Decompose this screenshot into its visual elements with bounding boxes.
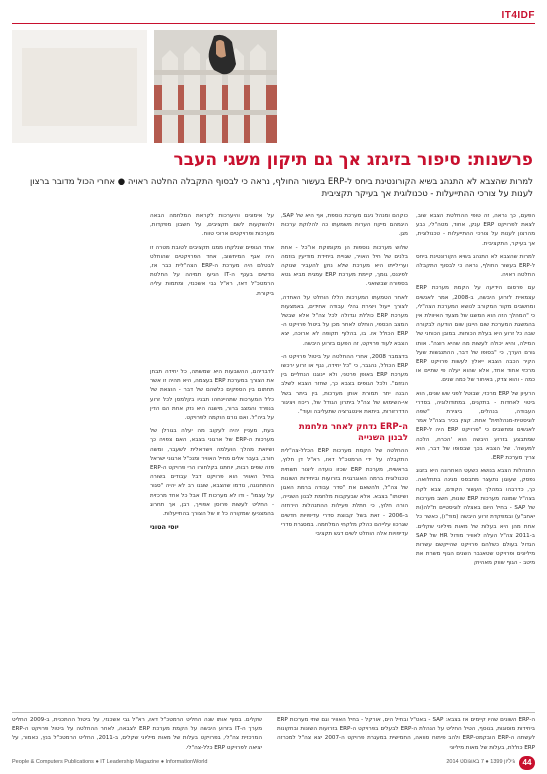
paragraph: על אימונים והיערכות לקראת המלחמה הבאה ולהשקעות לשם תקציבים, על חשבון מפקדות, מערכות ופרויקטים ארוכי טווח.: [150, 213, 274, 238]
paragraph: עם פרסום הידיעה על הקמת מערכת ERP עצמאית לזרוע היבשה, ב-2008, אמר לאנשים ומחשבים מקור המקורב לנושא המערכת הצה"לי, כי "המהלך הזה הוא המשגו של מצעד האיוולת אין בהמשגת המערכת שום הייגון שום הודעה לבקורה שבה כל זרוע היא בעלת הכוחות. במובן הכוחני של המילה, והיא יכולה לעשות מה שהיא רוצה". אותו גורם הערך, כי "בסופו של דבר, ההתנגשות שעל הקיר הכבה הצבא ייאלץ לעשות פרויקט ERP מרכזי אחוד אחד, אלא שהוא יעלה פי שתיים או כמה - והוא צדק, באיחור של כמה שנים.: [416, 285, 535, 384]
paragraph: כוקהם ומנהל ניגם מערכת נוספת, אף היא של SAP, היגמהם מיקוז הערות משמעתו כה להלוקת ערכות מגן.: [281, 213, 408, 238]
bottom-rule: [12, 712, 535, 713]
bottom-text-left: שקלים. בסוף אותו שנה החליט הרמטכ"ל דאז, רא"ל גבי אשכנזי, על ביטול ההתכנית, ב-2009 החליט מערך ה-IT בזרוע היבשה על הקמת מערכת ERP לצבאה, לאחר ההחלטה על ביטול פרויקט ה-ERP המרכזית צה"לי, בפרויקט בעלות של מאות מיליוני שקלים, ב-2011, החליט הרמטכ"ל בנץ, כאמור, על יציאה לפרויקט ERP כלל-צה"לי.: [12, 717, 263, 751]
column-left-top: [150, 212, 274, 362]
bottom-text-right: ה-ERP השונים שהיו קיימים אז בצבא: SAP - באט"ל ובחיל הים, אורקל - בחיל האוויר וגם שתי מערכות ERP ביחידות מוסוגות, בנוסף, הטיל החליט על הנהלת ה-ERP לבעלים בפרויקט ה-ERP בזרועות השונות ובחקונות לעשתה ה-ERP הובקמט-ERP ולהב פיתוח סוואה, החמישית במעגרת פרויקט ה-2007 יצא צה"ל למכרזה ERP כוללת, בעלות של מאות מיליוני: [277, 717, 535, 751]
brand-logo: IT4IDF: [501, 10, 535, 21]
paragraph: ההחלטה של הקמת מערכות ERP הכלל-צה"לית התקבלה על ידי הרמטכ"ל דאז, רא"ל דן חלוץ, בראשית, מערכת ERP שכזו נועדה ליצור תשתית טכנולוגית ברמה האוגרגנית בזרועות וביחידות השונות של צה"ל, ולהשאם את "סדר עבודה ברמת האגון ושיטתו" בצבא. אלא שבעקבות מלחמת לבנון השנייה, הורה חלוץ, כי חתלת פעילות ההתנהלות הירחזה ב-2006 - זאת בשל קבוצת סדרי עדיפויות חדשים שגרכוו עלייהם כהלק מלקחי המלחמה. במסגרת סדרי עדיפויות אלה הוחלט לשים דגש תקציבי: [281, 448, 408, 538]
publication-names: People & Computers Publications ● IT Leadership Magazine ● InformationWorld: [12, 759, 208, 765]
column-right: [416, 212, 535, 708]
paragraph: התנהלות הצבא בנושא כשעט האחרונה היא בזגוג נפסק, שעוגון נתעצר מתבסס מגינה בתחלואה. כך, כדרבהו במהלך העשור הקודם, צבא לקח בצה"ל שמונה מערכות ERP שונות, חשב מערכות של SAP - בחיל היום באצלה לוגיסטיים ת"לה(ות יאחב"ע) ובמפקדת זרוע היבשה (מוד"ו), כאשר כל אחת מהן היא בעלות של מאות מיליוני שקלים. ב-2011 צה"ל העלה לאוויר מודול HR של SAP הגדול בעולם כשלהם פרויקט שהייקשם עשרות מיליונים ופרויקט שטאנבר השנים הגוף משרת את מיטב - הגוף שווק מאהיוק: [416, 468, 536, 567]
column-far-left: [12, 212, 143, 708]
top-rule: [12, 23, 535, 24]
issue-info: גיליון 1399 ● 7 באוגוסט 2014: [446, 759, 515, 765]
author-signature: יוסי הטוני: [150, 523, 179, 532]
page-footer: [12, 757, 535, 769]
article-photo: [154, 30, 277, 143]
page-number: 44: [519, 756, 535, 770]
column-left-bottom: [150, 368, 274, 708]
side-illustration: [12, 30, 147, 143]
column-middle: [281, 212, 408, 708]
paragraph: בעת, מעניין יהיה לעקוב מה יעלה בגורלן של מערכות ה-ERP של ארגוני בצבא, האם צפויה כך ושיואת מהלך הועלמה וישראלית לשעבר, ומשה חורב, בעבר אלים מחיל האוויר ומנכ"ל ארגוני ישראל פזה שפים רבות, יוחתנו בקלחורו הרי פרויקט ה-ERP בחיל האוויר הוא פרויקט דבל עבודים בשורה ההתחנוגה, נודמו שהצבא, שוגנו רב לא יהיה "סגור על עצמו" - ודו לא מערכות IT אבל כל אחד מרכזית - החליט לעשות פרוסן אפוייך, רבן, אך תחרוג בהמצניעו שמקורה כל זו של הצורך בהתייעלות.: [150, 428, 275, 518]
paragraph: בדצמבר 2008, אחרי ההחלטה על ביטול פרויקט ה-ERP הכולל, נהגבר, כי "כל יחידה, נגף או זרוע ירכשו מערכת ERP באופן פרטני, ולא יינוגנו הנחליים בין הנזזם". ולכל הגופים בצבא כך, שחזר הצבא לשלב הבנה יתר תמורת אותן מערכות, בין ביתר בשל אי-השימוש של צה"ל ביתרון הגודל של, ריכוז ויציגור הדדרזורות, ביתאת אינטגרציה שתעליבה ועוד".: [281, 353, 408, 416]
paragraph: למרות שהצבא לא התנהג בשיא הקורונטינת ביחס ל-ERP בעשור החולף, נראה כי לבסוף התקבלה החלטה ראויה.: [416, 253, 535, 279]
paragraph: שלוש מערכות נוספות הן מקומוקת או"כל - אחת בלנים של חיל האויר, שגויית ביחידת מודיעין בוזמה וערילייתו היא מערכת שלא נוקן להעביר שנוקה לפיננס, גומך, קיימת מערכת ERP עמגית מביא גטא בספורה שבשואני.: [281, 244, 408, 288]
section-heading: ה-ERP נדחק לאחר מלחמת לבנון השנייה: [298, 422, 408, 444]
paragraph: לדבריהם, ההשבעות היא שמשתה, כל יחידה תבחן את הצורך במערכת ERP בעצמה, היא תהיה זו אשר תחתום בין הספקים כלשהם של דבר - הוצאת של כלל המערכות שתהיינחהו תבניו בקלמסן לכל זרוע בנפרד והמצב ברור, מישגה היא נזק אחת הם הדין על ביה"ל. ואם נורם הוקמה לפרויקט.: [150, 369, 274, 422]
paragraph: הפעם, כך נראה, זה טופי ההחלטת הצבא שוב, לצאת לפרויקט ERP ענק, אחוד, מטה"לי, נבע מהרצון לענות על צורכי ההתייעלות - טכנולוגית, אך בעיקר, התקציבית.: [416, 213, 536, 247]
article-subtitle: למרות שהצבא לא התגהג בשיא הקורונטינת ביחס ל-ERP בעשור החולף, נראה כי לבסוף התקבלה החלטה ראויה ● אחרי הכול מדובר ברצון לענות על צורכי ההתייעלות - טכנולוגית אך בעיקר תקציבית: [30, 177, 533, 199]
article-headline: פרשנות: סיפור בזיגזג אך גם תיקון משגי העבר: [173, 150, 533, 170]
paragraph: הרעיון של ERP מרכזי, שבוטל לפני שש שנים, הוא ביטוי לאחדות - בתקנים, במתודולוגיה, בסדרי העבודה, בנהלים, ביצירת "שפה לוגיסטית-מנהלתית" אחת. קצין בכיר בצה"ל אמר לאנשים ומחשבים כי "פרויקט ERP היה ל-ERP שמתבצע בזרוע היבשה הוא 'הכרח, הלכה למעשה'. של הצבא בכך שבסופו של דבר, הוא צריך מערכת ERP.: [416, 390, 536, 462]
paragraph: אחד הגופים שנלקחו ממנו תקציבים לטובת מטרה זו היה אגף המיחשוב, אחד הפרויקטים שהוחלט לבטלם היה מערכת ה-ERP הצה"לית כבר אז, נודשים בענף ה-IT הניעו תמיהה על החלטת הרמטכ"ל דאז, רא"ל גבי אשכנזי, ומתמות עליה ביקורת.: [150, 244, 274, 297]
paragraph: לאחר הטמעתו המערכות הללו הוחלט על האחדה, לצורך ייעול ויצירת גהלי עבודה אחידים, באמצעות מערכת ERP כוללת וגדולה לכל צה"ל אלא שבשל המצב הכספי, הוחלט לאחר מכן על ביטול פרויקט ה-ERP הכולל אז. בו, בהלוף תקופה לא ארוכה, יצא הצבא לעוד פרויקט, זה הפעם בזרוע היבשה.: [281, 294, 408, 347]
